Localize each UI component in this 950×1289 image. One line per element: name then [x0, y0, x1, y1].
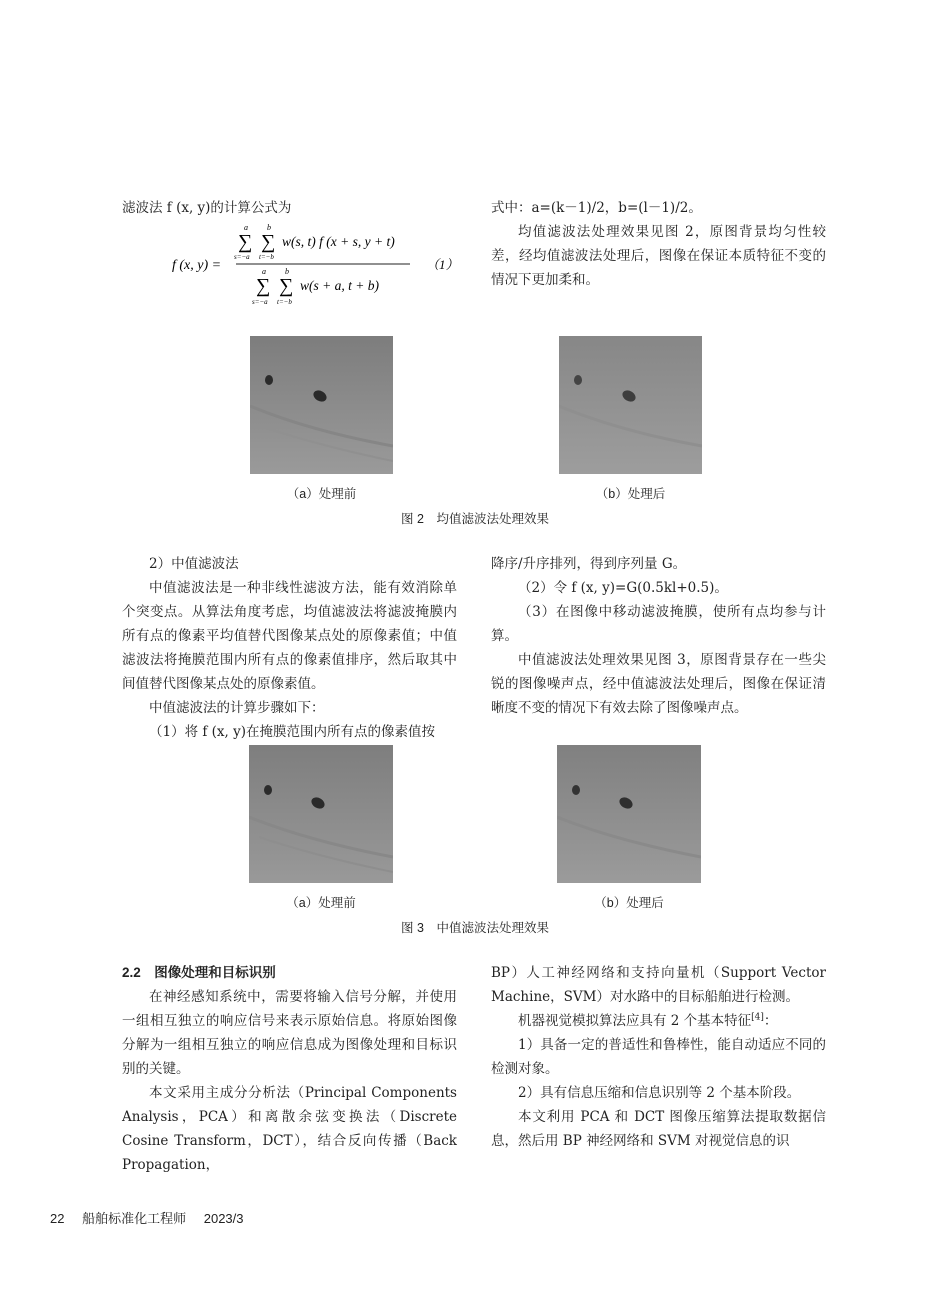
section-paragraph-2: 本文采用主成分分析法（Principal Components Analysis，PCA）和离散余弦变换法（Discrete Cosine Transform，DCT），结合反向传播（Back Propagation， — [122, 1085, 457, 1173]
median-step-1: （1）将 f (x, y)在掩膜范围内所有点的像素值按 — [149, 724, 436, 740]
feature-1: 1）具备一定的普适性和鲁棒性，能自动适应不同的检测对象。 — [491, 1037, 826, 1077]
sum-sign-2: ∑ — [261, 231, 276, 253]
page-footer — [50, 1208, 258, 1227]
sum-lower-4: t=−b — [277, 298, 292, 306]
bottom-left-column — [122, 961, 457, 1177]
fig3b-image — [557, 745, 701, 883]
fig2-sub-a: （a）处理前 — [286, 487, 357, 501]
median-filter-effect-text: 中值滤波法处理效果见图 3，原图背景存在一些尖锐的图像噪声点，经中值滤波法处理后，图像在保证清晰度不变的情况下有效去除了图像噪声点。 — [491, 652, 826, 716]
mid-left-column — [122, 552, 457, 744]
fig2-sub-b: （b）处理后 — [595, 487, 666, 501]
features-intro-text: 机器视觉模拟算法应具有 2 个基本特征 — [518, 1013, 752, 1029]
sum-sign-4: ∑ — [279, 275, 294, 297]
fig2b-image — [559, 336, 702, 474]
fig3-sub-a: （a）处理前 — [286, 896, 356, 910]
median-filter-heading: 2）中值滤波法 — [149, 556, 239, 572]
formula-definition: 式中：a=(k－1)/2，b=(l－1)/2。 — [491, 200, 702, 216]
section-paragraph-2-cont: BP）人工神经网络和支持向量机（Support Vector Machine，SVM）对水路中的目标船舶进行检测。 — [491, 965, 826, 1005]
mean-filter-effect-text: 均值滤波法处理效果见图 2，原图背景均匀性较差，经均值滤波法处理后，图像在保证本质特征不变的情况下更加柔和。 — [491, 224, 826, 288]
sum-lower-3: s=−a — [252, 298, 268, 306]
median-step-1-cont: 降序/升序排列，得到序列量 G。 — [491, 556, 687, 572]
section-heading: 2.2 图像处理和目标识别 — [122, 965, 276, 980]
median-filter-paragraph: 中值滤波法是一种非线性滤波方法，能有效消除单个突变点。从算法角度考虑，均值滤波法将滤波掩膜内所有点的像素平均值替代图像某点处的原像素值；中值滤波法将掩膜范围内所有点的像素值排序，然后取其中间值替代图像某点处的原像素值。 — [122, 580, 457, 692]
top-right-column — [491, 196, 826, 292]
formula-1 — [170, 222, 470, 312]
fig2-caption: 图 2 均值滤波法处理效果 — [401, 512, 549, 526]
feature-2: 2）具有信息压缩和信息识别等 2 个基本阶段。 — [518, 1085, 801, 1101]
sum-upper-3: a — [262, 267, 266, 276]
fig3-sub-b: （b）处理后 — [594, 896, 664, 910]
sum-sign-3: ∑ — [256, 275, 271, 297]
formula-intro: 滤波法 f (x, y)的计算公式为 — [122, 200, 292, 216]
journal-name: 船舶标准化工程师 — [82, 1211, 187, 1226]
formula-numerator: w(s, t) f (x + s, y + t) — [282, 234, 395, 249]
features-intro — [491, 1009, 826, 1033]
formula-lhs: f (x, y) = — [172, 258, 222, 273]
fig3a-image — [249, 745, 393, 883]
features-intro-colon: ： — [763, 1013, 778, 1029]
bottom-right-column — [491, 961, 826, 1153]
fig3-caption: 图 3 中值滤波法处理效果 — [401, 921, 549, 935]
fig2a-image — [250, 336, 393, 474]
sum-upper-1: a — [244, 223, 248, 232]
sum-upper-2: b — [267, 223, 271, 232]
median-step-3: （3）在图像中移动滤波掩膜，使所有点均参与计算。 — [491, 604, 826, 644]
formula-number: （1） — [426, 257, 459, 272]
page-number: 22 — [50, 1211, 65, 1226]
section-paragraph-1: 在神经感知系统中，需要将输入信号分解，并使用一组相互独立的响应信号来表示原始信息。将原始图像分解为一组相互独立的响应信息成为图像处理和目标识别的关键。 — [122, 989, 457, 1077]
citation-4: [4] — [751, 1012, 764, 1023]
top-left-column — [122, 196, 457, 220]
formula-denominator: w(s + a, t + b) — [300, 278, 379, 293]
sum-lower-2: t=−b — [259, 253, 274, 261]
sum-lower-1: s=−a — [234, 253, 250, 261]
sum-sign-1: ∑ — [238, 231, 253, 253]
mid-right-column — [491, 552, 826, 720]
sum-upper-4: b — [285, 267, 289, 276]
median-steps-intro: 中值滤波法的计算步骤如下： — [149, 700, 325, 716]
section-paragraph-3: 本文利用 PCA 和 DCT 图像压缩算法提取数据信息，然后用 BP 神经网络和 SVM 对视觉信息的识 — [491, 1109, 826, 1149]
issue-number: 2023/3 — [203, 1211, 244, 1226]
median-step-2: （2）令 f (x, y)=G(0.5kl+0.5)。 — [518, 580, 728, 596]
